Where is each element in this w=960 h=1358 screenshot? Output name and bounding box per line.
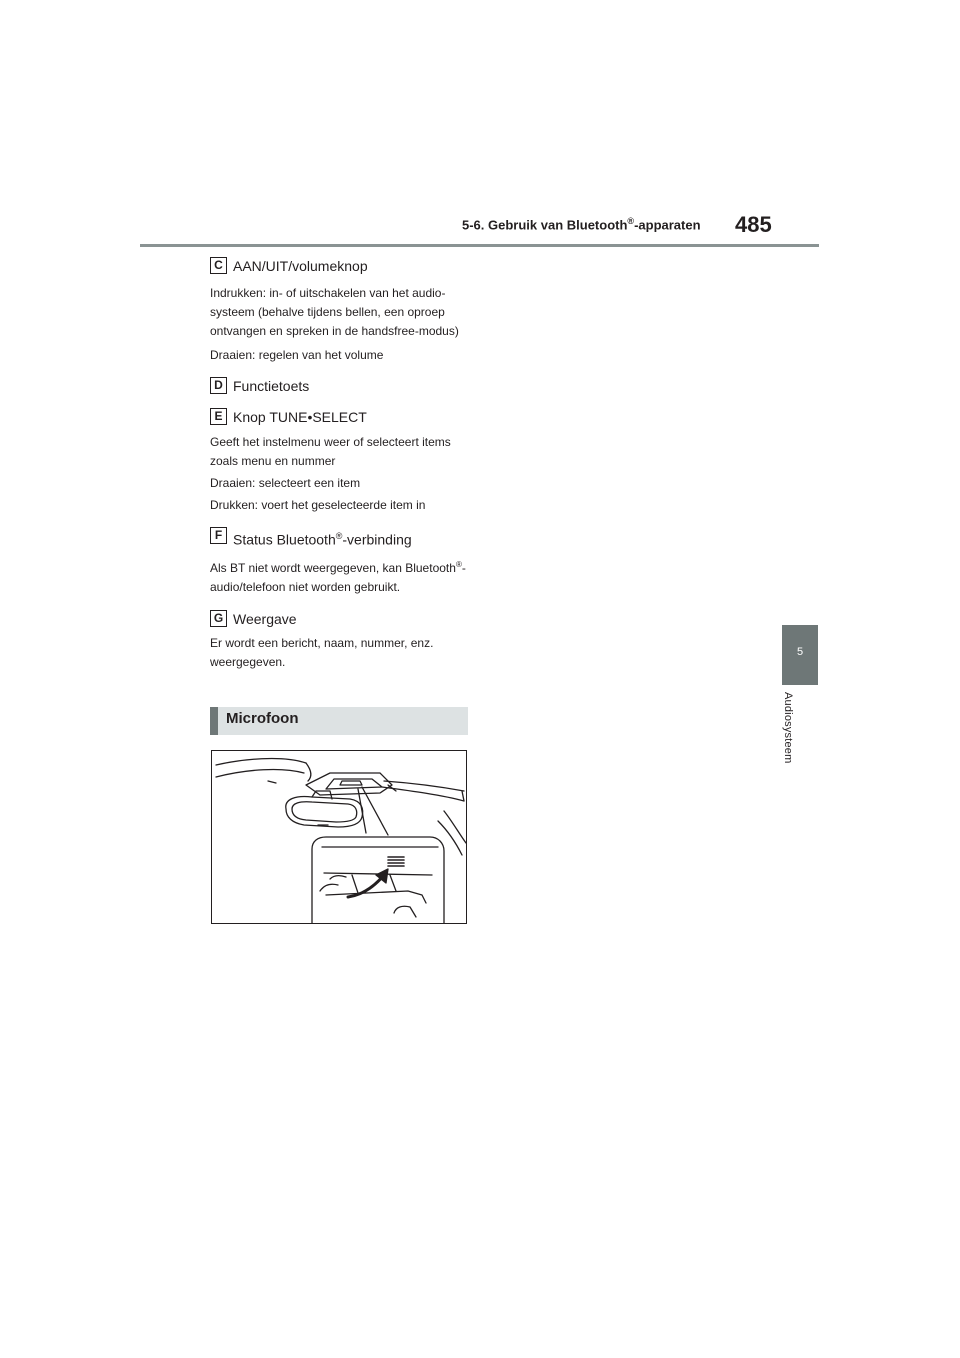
label-d-box: D (210, 377, 227, 394)
section-title: 5-6. Gebruik van Bluetooth®-apparaten (462, 216, 701, 233)
label-g-box: G (210, 610, 227, 627)
item-c-description: Indrukken: in- of uitschakelen van het audio-systeem (behalve tijdens bellen, een oproep ontvangen en spreken in de handsfree-modus) (210, 286, 459, 338)
item-g-description: Er wordt een bericht, naam, nummer, enz. weergegeven. (210, 635, 434, 669)
item-e-description-3: Drukken: voert het geselecteerde item in (210, 498, 426, 512)
item-e (210, 407, 472, 515)
microphone-location-drawing (212, 751, 467, 924)
item-c (210, 256, 472, 365)
label-c-box: C (210, 257, 227, 274)
item-f (210, 526, 472, 597)
item-e-description: Geeft het instelmenu weer of selecteert items zoals menu en nummer (210, 435, 451, 468)
item-c-title: AAN/UIT/volumeknop (233, 258, 368, 274)
page-number: 485 (735, 212, 772, 237)
chapter-label: Audiosysteem (782, 692, 794, 764)
item-c-description-2: Draaien: regelen van het volume (210, 348, 384, 362)
label-e-box: E (210, 408, 227, 425)
item-d-title: Functietoets (233, 378, 310, 394)
section-header (210, 707, 468, 735)
item-g (210, 609, 472, 672)
item-f-description: Als BT niet wordt weergegeven, kan Bluetooth®-audio/telefoon niet worden gebruikt. (210, 559, 466, 594)
item-e-description-2: Draaien: selecteert een item (210, 476, 361, 490)
item-g-title: Weergave (233, 610, 297, 627)
item-f-title: Status Bluetooth®-verbinding (233, 531, 412, 548)
item-list (210, 256, 472, 672)
section-accent (210, 707, 218, 735)
item-d (210, 376, 472, 396)
label-f-box: F (210, 527, 227, 544)
chapter-tab[interactable]: 5 (782, 625, 818, 685)
section-title-microfoon: Microfoon (226, 710, 299, 727)
microphone-illustration (211, 750, 467, 924)
header-divider (140, 244, 819, 247)
item-e-title: Knop TUNE•SELECT (233, 409, 367, 425)
